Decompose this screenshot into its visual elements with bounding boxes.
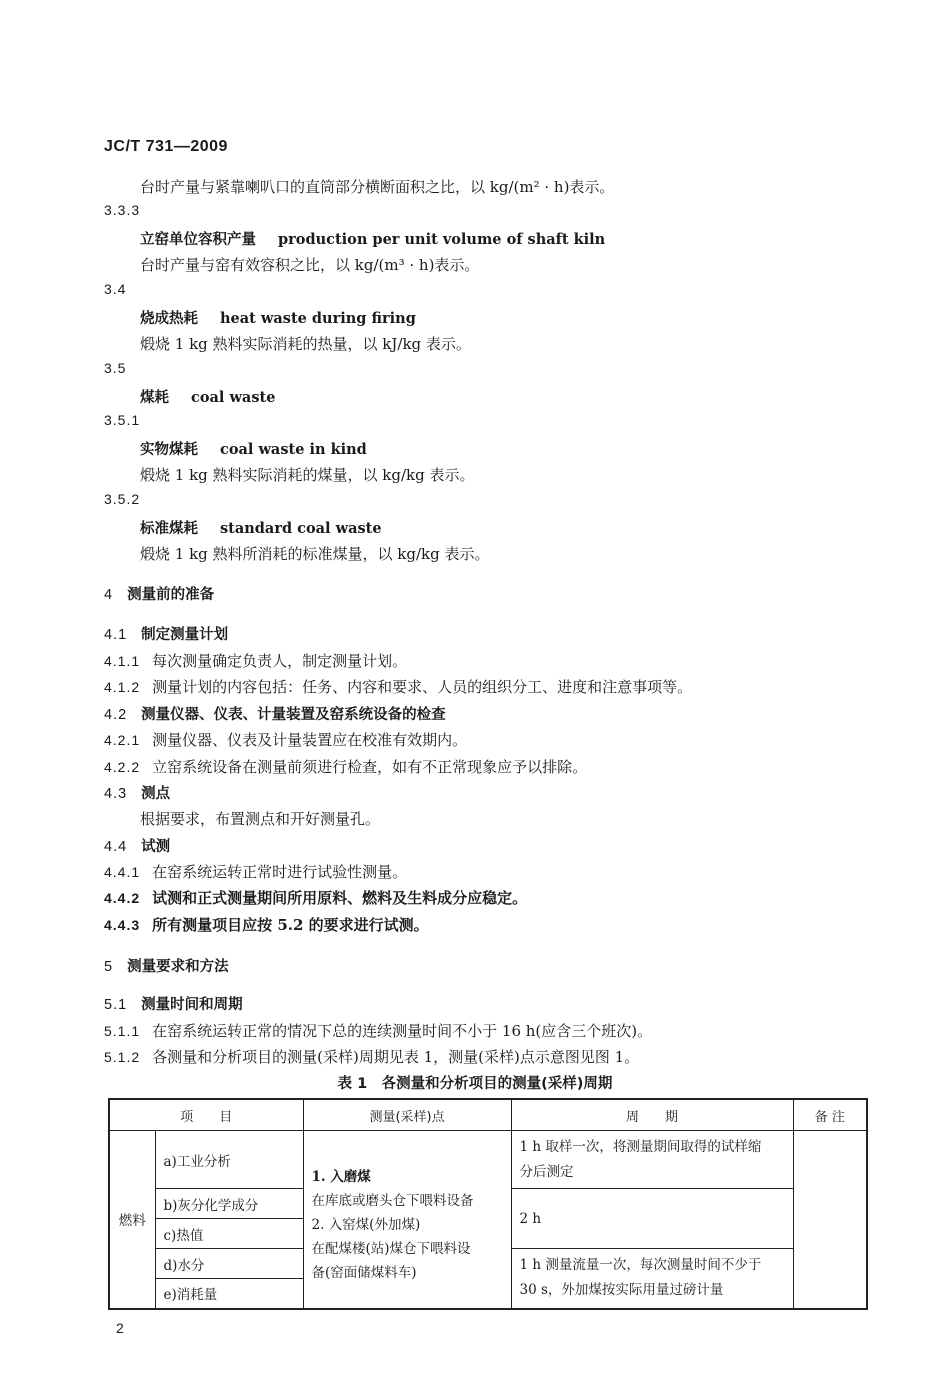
section-heading (104, 955, 229, 976)
subsection-number: 4.2 (104, 707, 128, 723)
item-cell: b)灰分化学成分 (155, 1189, 303, 1219)
term-zh: 立窑单位容积产量 (140, 231, 256, 248)
clause-number: 5.1.2 (104, 1049, 141, 1065)
header-note: 备 注 (793, 1099, 867, 1131)
period-cell (511, 1249, 793, 1309)
clause-number: 4.4.2 (104, 890, 141, 906)
term-definition: 煅烧 1 kg 熟料实际消耗的煤量，以 kg/kg 表示。 (140, 466, 475, 484)
clause-number: 5.1.1 (104, 1023, 141, 1039)
document-header: JC/T 731—2009 (104, 138, 228, 155)
clause (104, 729, 467, 750)
term-en: standard coal waste (220, 520, 382, 537)
clause-number: 4.4.3 (104, 917, 141, 933)
clause (104, 914, 429, 935)
clause (104, 650, 407, 671)
section-title: 测量要求和方法 (127, 959, 229, 975)
point-line: 在配煤楼(站)煤仓下喂料设 (311, 1241, 471, 1258)
item-cell: a)工业分析 (155, 1131, 303, 1189)
clause-text: 试测和正式测量期间所用原料、燃料及生料成分应稳定。 (152, 889, 528, 907)
clause-text: 每次测量确定负责人，制定测量计划。 (152, 652, 408, 670)
clause-number: 3.3.3 (104, 202, 141, 218)
term-en: coal waste (191, 389, 276, 406)
subsection-heading (104, 703, 446, 724)
term-en: coal waste in kind (220, 441, 367, 458)
clause-number: 4.1.2 (104, 679, 141, 695)
subsection-number: 4.1 (104, 627, 128, 643)
table-header-row (109, 1099, 867, 1131)
period-line: 分后测定 (519, 1163, 574, 1180)
subsection-title: 测量仪器、仪表、计量装置及窑系统设备的检查 (141, 707, 446, 723)
item-cell: c)热值 (155, 1219, 303, 1249)
table-caption: 表 1 各测量和分析项目的测量(采样)周期 (337, 1076, 613, 1092)
item-cell: d)水分 (155, 1249, 303, 1279)
item-cell: e)消耗量 (155, 1279, 303, 1309)
header-period: 周 期 (511, 1099, 793, 1131)
intro-line: 台时产量与紧靠喇叭口的直筒部分横断面积之比，以 kg/(m² · h)表示。 (140, 178, 615, 196)
section-title: 测量前的准备 (127, 587, 215, 603)
clause (104, 756, 587, 777)
term-definition: 台时产量与窑有效容积之比，以 kg/(m³ · h)表示。 (140, 256, 480, 274)
term-heading (140, 517, 382, 538)
clause (104, 676, 692, 697)
subsection-title: 测量时间和周期 (141, 997, 243, 1013)
term-en: production per unit volume of shaft kiln (278, 231, 606, 248)
point-line: 在库底或磨头仓下喂料设备 (311, 1193, 474, 1210)
term-definition: 煅烧 1 kg 熟料实际消耗的热量，以 kJ/kg 表示。 (140, 335, 471, 353)
term-heading (140, 386, 275, 407)
term-heading (140, 307, 416, 328)
clause-number: 4.2.1 (104, 732, 141, 748)
term-zh: 烧成热耗 (140, 310, 198, 327)
point-line: 备(窑面储煤料车) (311, 1265, 417, 1282)
measurement-table (108, 1098, 868, 1310)
table-row (109, 1131, 867, 1189)
clause (104, 887, 527, 908)
header-item: 项 目 (109, 1099, 303, 1131)
clause-number: 3.5.2 (104, 491, 141, 507)
period-cell: 2 h (511, 1189, 793, 1249)
point-line: 2. 入窑煤(外加煤) (311, 1217, 421, 1234)
clause-number: 4.4.1 (104, 864, 141, 880)
clause-number: 3.5.1 (104, 412, 141, 428)
clause-text: 立窑系统设备在测量前须进行检查，如有不正常现象应予以排除。 (152, 758, 588, 776)
subsection-number: 5.1 (104, 997, 128, 1013)
subsection-title: 试测 (141, 839, 171, 855)
subsection-heading (104, 623, 228, 644)
page-number: 2 (116, 1320, 124, 1336)
clause (104, 1046, 639, 1067)
point-cell (303, 1131, 511, 1309)
subsection-heading (104, 993, 243, 1014)
clause-number: 3.4 (104, 281, 127, 297)
section-number: 5 (104, 959, 114, 975)
period-line: 30 s，外加煤按实际用量过磅计量 (519, 1282, 724, 1299)
period-cell (511, 1131, 793, 1189)
subsection-heading (104, 835, 170, 856)
term-en: heat waste during firing (220, 310, 416, 327)
term-zh: 煤耗 (140, 389, 169, 406)
clause (104, 861, 407, 882)
clause-text: 所有测量项目应按 5.2 的要求进行试测。 (152, 916, 429, 934)
clause-text: 在窑系统运转正常的情况下总的连续测量时间不小于 16 h(应含三个班次)。 (152, 1022, 653, 1040)
term-definition: 煅烧 1 kg 熟料所消耗的标准煤量，以 kg/kg 表示。 (140, 545, 490, 563)
clause-text: 各测量和分析项目的测量(采样)周期见表 1，测量(采样)点示意图见图 1。 (152, 1048, 640, 1066)
period-line: 1 h 测量流量一次，每次测量时间不少于 (519, 1257, 762, 1274)
paragraph: 根据要求，布置测点和开好测量孔。 (140, 810, 381, 828)
clause (104, 1020, 652, 1041)
subsection-title: 制定测量计划 (141, 627, 229, 643)
header-point: 测量(采样)点 (303, 1099, 511, 1131)
clause-number: 3.5 (104, 360, 127, 376)
section-heading (104, 583, 214, 604)
section-number: 4 (104, 587, 114, 603)
term-heading (140, 228, 605, 249)
clause-text: 测量计划的内容包括：任务、内容和要求、人员的组织分工、进度和注意事项等。 (152, 678, 693, 696)
subsection-number: 4.4 (104, 839, 128, 855)
clause-number: 4.2.2 (104, 759, 141, 775)
term-zh: 实物煤耗 (140, 441, 198, 458)
subsection-heading (104, 782, 170, 803)
subsection-number: 4.3 (104, 786, 128, 802)
category-cell: 燃料 (109, 1131, 155, 1309)
period-line: 1 h 取样一次，将测量期间取得的试样缩 (519, 1138, 762, 1155)
subsection-title: 测点 (141, 786, 171, 802)
clause-text: 测量仪器、仪表及计量装置应在校准有效期内。 (152, 731, 468, 749)
clause-number: 4.1.1 (104, 653, 141, 669)
point-line: 1. 入磨煤 (311, 1169, 371, 1186)
clause-text: 在窑系统运转正常时进行试验性测量。 (152, 863, 408, 881)
note-cell (793, 1131, 867, 1309)
term-zh: 标准煤耗 (140, 520, 198, 537)
term-heading (140, 438, 367, 459)
